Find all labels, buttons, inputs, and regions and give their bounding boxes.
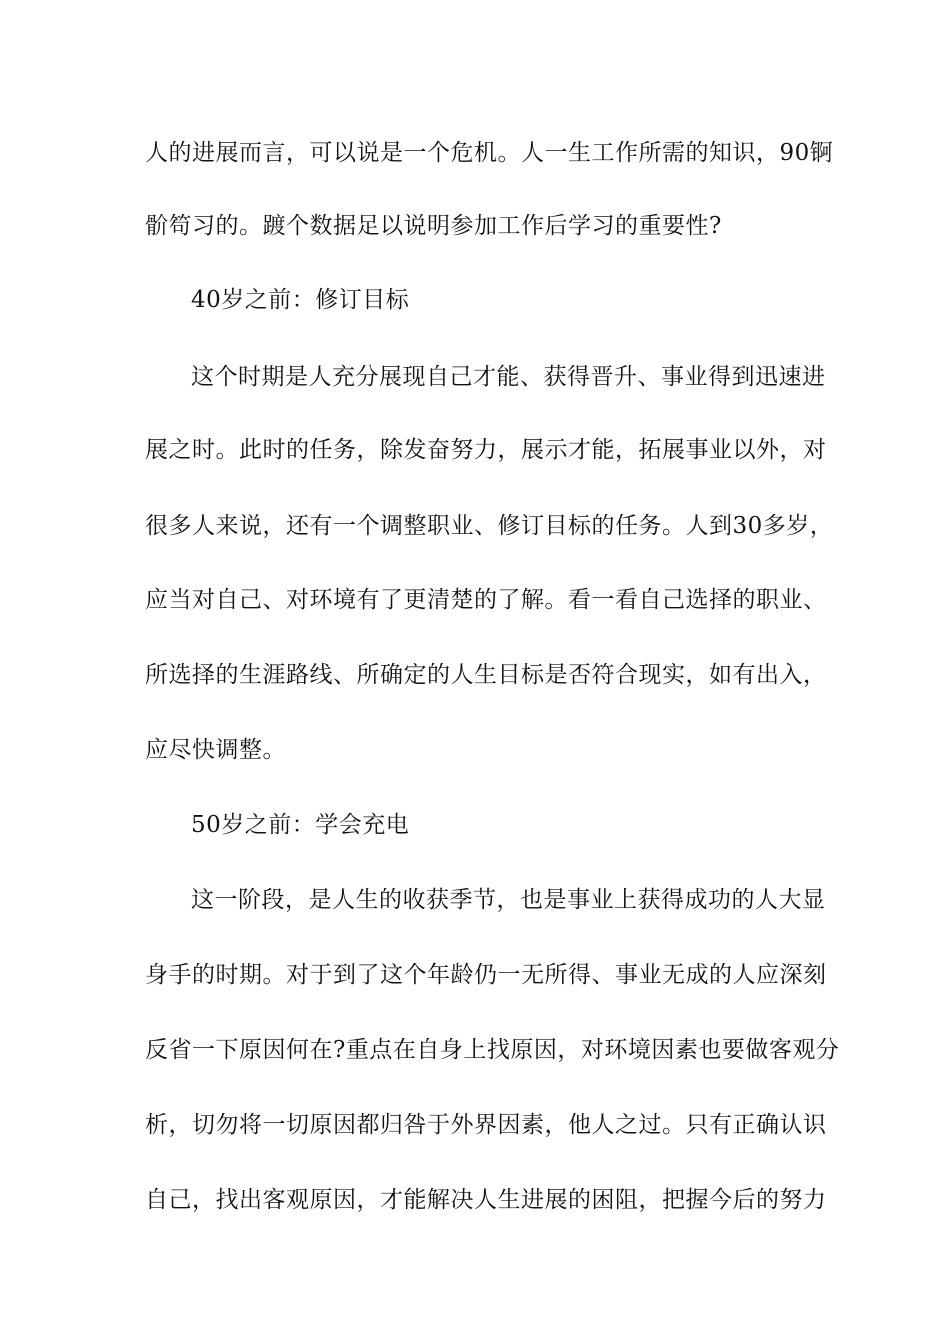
paragraph-line: 应当对自己、对环境有了更清楚的了解。看一看自己选择的职业、 — [145, 587, 827, 613]
paragraph-line: 人的进展而言，可以说是一个危机。人一生工作所需的知识，90锕 — [145, 140, 834, 166]
paragraph-line: 身手的时期。对于到了这个年龄仍一无所得、事业无成的人应深刻 — [145, 962, 827, 988]
paragraph-line: 这个时期是人充分展现自己才能、获得晋升、事业得到迅速进 — [191, 364, 826, 390]
paragraph-line: 反省一下原因何在?重点在自身上找原因，对环境因素也要做客观分 — [145, 1037, 840, 1063]
section-heading: 40岁之前：修订目标 — [191, 287, 410, 313]
paragraph-line: 骱笱习的。踱个数据足以说明参加工作后学习的重要性? — [145, 213, 722, 239]
paragraph-line: 展之时。此时的任务，除发奋努力，展示才能，拓展事业以外，对 — [145, 437, 827, 463]
paragraph-line: 应尽快调整。 — [145, 737, 286, 763]
paragraph-line: 析，切勿将一切原因都归咎于外界因素，他人之过。只有正确认识 — [145, 1112, 827, 1138]
paragraph-line: 很多人来说，还有一个调整职业、修订目标的任务。人到30多岁， — [145, 513, 834, 539]
paragraph-line: 自己，找出客观原因，才能解决人生进展的困阻，把握今后的努力 — [145, 1187, 827, 1213]
paragraph-line: 所选择的生涯路线、所确定的人生目标是否符合现实，如有出入， — [145, 662, 827, 688]
section-heading: 50岁之前：学会充电 — [191, 812, 410, 838]
paragraph-line: 这一阶段，是人生的收获季节，也是事业上获得成功的人大显 — [191, 887, 826, 913]
